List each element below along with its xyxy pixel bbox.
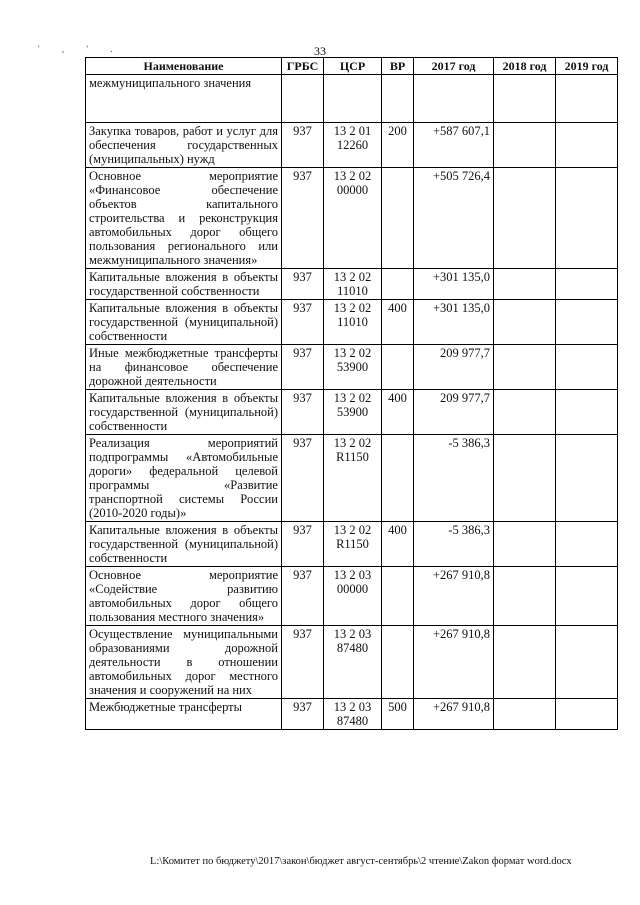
row-name: Реализация мероприятий подпрограммы «Автомобильные дороги» федеральной целевой программы «Развитие транспортной системы России (2010-2020 годы)» (86, 435, 282, 522)
row-csr: 13 2 02 53900 (324, 390, 382, 435)
row-2018 (494, 522, 556, 567)
row-grbs: 937 (282, 269, 324, 300)
table-row (86, 390, 618, 435)
row-csr: 13 2 03 87480 (324, 699, 382, 730)
row-2018 (494, 345, 556, 390)
row-2017: 209 977,7 (414, 390, 494, 435)
row-csr: 13 2 02 R1150 (324, 522, 382, 567)
row-csr: 13 2 02 53900 (324, 345, 382, 390)
row-grbs: 937 (282, 300, 324, 345)
row-csr: 13 2 02 R1150 (324, 435, 382, 522)
table-row (86, 75, 618, 123)
row-vr (382, 345, 414, 390)
row-2018 (494, 626, 556, 699)
header-name: Наименование (86, 58, 282, 75)
row-name: Закупка товаров, работ и услуг для обеспечения государственных (муниципальных) нужд (86, 123, 282, 168)
row-vr (382, 168, 414, 269)
table-row (86, 123, 618, 168)
row-vr: 500 (382, 699, 414, 730)
row-2019 (556, 522, 618, 567)
row-name: Осуществление муниципальными образованиями дорожной деятельности в отношении автомобильных дорог местного значения и сооружений на них (86, 626, 282, 699)
table-row (86, 269, 618, 300)
header-2018: 2018 год (494, 58, 556, 75)
header-2019: 2019 год (556, 58, 618, 75)
row-name: Основное мероприятие «Содействие развитию автомобильных дорог общего пользования местного значения» (86, 567, 282, 626)
row-2017: +267 910,8 (414, 626, 494, 699)
row-name: Основное мероприятие «Финансовое обеспечение объектов капитального строительства и реконструкция автомобильных дорог общего пользования регионального или межмуниципального значения» (86, 168, 282, 269)
row-2017: +505 726,4 (414, 168, 494, 269)
row-2019 (556, 300, 618, 345)
header-vr: ВР (382, 58, 414, 75)
row-csr: 13 2 03 00000 (324, 567, 382, 626)
row-2019 (556, 269, 618, 300)
row-name: Капитальные вложения в объекты государственной (муниципальной) собственности (86, 522, 282, 567)
row-2018 (494, 269, 556, 300)
table-row (86, 626, 618, 699)
row-2017: +587 607,1 (414, 123, 494, 168)
row-name: Капитальные вложения в объекты государственной (муниципальной) собственности (86, 300, 282, 345)
row-2017: +267 910,8 (414, 699, 494, 730)
row-2019 (556, 168, 618, 269)
row-2019 (556, 626, 618, 699)
header-csr: ЦСР (324, 58, 382, 75)
row-2017: +301 135,0 (414, 300, 494, 345)
row-grbs: 937 (282, 626, 324, 699)
row-csr (324, 75, 382, 123)
row-2018 (494, 123, 556, 168)
row-name: Капитальные вложения в объекты государственной собственности (86, 269, 282, 300)
table-row (86, 345, 618, 390)
row-vr (382, 567, 414, 626)
row-grbs: 937 (282, 390, 324, 435)
row-2017: -5 386,3 (414, 435, 494, 522)
row-vr: 400 (382, 390, 414, 435)
header-2017: 2017 год (414, 58, 494, 75)
row-grbs: 937 (282, 168, 324, 269)
budget-table (85, 57, 618, 730)
row-2017: 209 977,7 (414, 345, 494, 390)
table-row (86, 522, 618, 567)
row-vr (382, 626, 414, 699)
row-2018 (494, 168, 556, 269)
table-row (86, 300, 618, 345)
row-name: межмуниципального значения (86, 75, 282, 123)
scan-marks: ' , ' . (38, 44, 123, 54)
row-2018 (494, 435, 556, 522)
row-grbs: 937 (282, 699, 324, 730)
page-number: 33 (314, 44, 326, 58)
row-grbs (282, 75, 324, 123)
row-vr: 200 (382, 123, 414, 168)
row-grbs: 937 (282, 345, 324, 390)
row-csr: 13 2 02 11010 (324, 300, 382, 345)
row-2018 (494, 75, 556, 123)
row-vr (382, 435, 414, 522)
row-2019 (556, 699, 618, 730)
row-name: Межбюджетные трансферты (86, 699, 282, 730)
row-2019 (556, 75, 618, 123)
row-2019 (556, 435, 618, 522)
table-header-row (86, 58, 618, 75)
row-grbs: 937 (282, 123, 324, 168)
row-grbs: 937 (282, 435, 324, 522)
row-name: Иные межбюджетные трансферты на финансовое обеспечение дорожной деятельности (86, 345, 282, 390)
row-vr: 400 (382, 522, 414, 567)
row-2018 (494, 300, 556, 345)
row-csr: 13 2 02 11010 (324, 269, 382, 300)
table-row (86, 168, 618, 269)
row-2019 (556, 123, 618, 168)
row-2017: +301 135,0 (414, 269, 494, 300)
footer-file-path: L:\Комитет по бюджету\2017\закон\бюджет август-сентябрь\2 чтение\Zakon формат word.docx (150, 856, 572, 867)
row-2018 (494, 699, 556, 730)
header-grbs: ГРБС (282, 58, 324, 75)
row-csr: 13 2 01 12260 (324, 123, 382, 168)
row-grbs: 937 (282, 567, 324, 626)
row-vr: 400 (382, 300, 414, 345)
row-2017 (414, 75, 494, 123)
row-2018 (494, 567, 556, 626)
row-csr: 13 2 03 87480 (324, 626, 382, 699)
row-vr (382, 75, 414, 123)
row-name: Капитальные вложения в объекты государственной (муниципальной) собственности (86, 390, 282, 435)
row-grbs: 937 (282, 522, 324, 567)
table-row (86, 699, 618, 730)
table-row (86, 435, 618, 522)
row-2017: +267 910,8 (414, 567, 494, 626)
row-csr: 13 2 02 00000 (324, 168, 382, 269)
row-2017: -5 386,3 (414, 522, 494, 567)
row-vr (382, 269, 414, 300)
table-row (86, 567, 618, 626)
row-2019 (556, 567, 618, 626)
row-2018 (494, 390, 556, 435)
row-2019 (556, 390, 618, 435)
row-2019 (556, 345, 618, 390)
